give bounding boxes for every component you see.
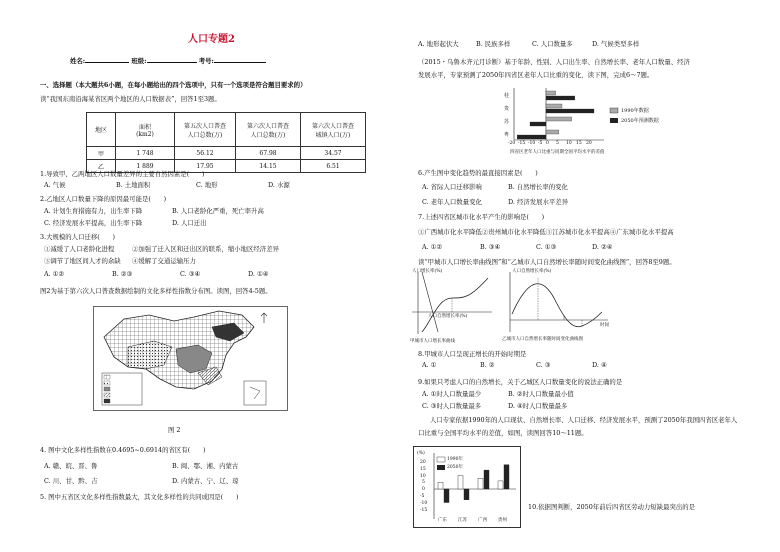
bar-chart-axis-label: 四省区老年人口比重与同期全国平均水平的差值 xyxy=(510,150,605,155)
bar-2050 xyxy=(546,96,575,100)
q4-option-c[interactable]: C. 川、甘、黔、吉 xyxy=(44,477,98,485)
q7-option-b[interactable]: B. ③④ xyxy=(480,243,501,251)
culture-diversity-map xyxy=(93,306,288,411)
intro-q10-11: 人口专家依据1990年的人口现状、自然增长率、人口迁移、经济发展水平，预测了2050年我国四省区老年人 xyxy=(430,416,738,424)
intro-q8-9: 读“甲城市人口增长率曲线图”和“乙城市人口自然增长率随时间变化曲线图”，回答8至9题。 xyxy=(418,258,676,266)
legend-swatch-1990 xyxy=(610,108,618,113)
q7-stem: 7.上述四省区城市化水平产生的影响是( ) xyxy=(418,213,545,221)
q5-option-a[interactable]: A. 地形起伏大 xyxy=(418,40,459,48)
q3-item-2: ②加强了迁入区和迁出区的联系，缩小地区经济差异 xyxy=(132,245,279,253)
bar2-1990 xyxy=(458,476,463,490)
graph-a-svg xyxy=(408,268,498,348)
table-row: 乙 1 889 17.95 14.15 6.51 xyxy=(87,160,366,173)
bar-1990 xyxy=(546,130,559,134)
q3-option-b[interactable]: B. ②③ xyxy=(112,270,133,278)
province-label: 贵 xyxy=(504,106,510,112)
q3-item-1: ①减缓了人口老龄化进程 xyxy=(44,245,115,253)
province-label: 苏 xyxy=(504,119,510,125)
q4-option-a[interactable]: A. 赣、皖、晋、鲁 xyxy=(44,462,98,470)
q1-option-b[interactable]: B. 土地面积 xyxy=(116,181,151,189)
q8-stem: 8.甲城市人口呈现正增长的开始时期是 xyxy=(418,350,527,358)
bar-2050 xyxy=(546,109,594,113)
q6-option-d[interactable]: D. 经济发展水平差异 xyxy=(508,198,569,206)
q3-item-3: ③调节了地区间人才的余缺 xyxy=(44,257,121,265)
q5-stem: 5. 图中五省区文化多样性指数最大，其文化多样性的共同成因是( ) xyxy=(40,493,239,501)
q4-stem: 4. 图中文化多样性指数在0.4695~0.6914的省区有( ) xyxy=(40,446,206,454)
q2-option-b[interactable]: B. 人口老龄化严重，死亡率升高 xyxy=(172,207,264,215)
bar2-1990 xyxy=(478,478,483,489)
graph-a-caption: 甲城市人口增长率曲线 xyxy=(410,339,455,344)
q3-option-d[interactable]: D. ①④ xyxy=(248,270,269,278)
graph-b-caption: 乙城市人口自然增长率随时间变化曲线图 xyxy=(502,337,583,342)
q8-option-c[interactable]: C. ③ xyxy=(536,361,551,369)
q3-item-4: ④缓解了交通运输压力 xyxy=(132,257,196,265)
q9-option-a[interactable]: A. ①时人口数量最少 xyxy=(422,390,482,398)
page-title: 人口专题2 xyxy=(188,34,235,45)
china-map-figure xyxy=(94,307,287,410)
elderly-diff-bar-chart-2 xyxy=(413,446,521,528)
q5-option-c[interactable]: C. 人口数量多 xyxy=(532,40,573,48)
q7-option-d[interactable]: D. ②④ xyxy=(592,243,613,251)
north-arrow-icon xyxy=(261,313,267,323)
q6-option-c[interactable]: C. 老年人口数量变化 xyxy=(422,198,482,206)
city-b-natural-growth-graph xyxy=(498,268,618,348)
q8-option-a[interactable]: A. ① xyxy=(422,361,437,369)
chart2-legend-2050: 2050年 xyxy=(447,465,463,470)
legend2-swatch-1990 xyxy=(437,457,445,462)
th-region: 地区 xyxy=(87,113,116,147)
chart2-ticks: 20 15 10 5 0 -5 -10 -15 xyxy=(420,460,428,513)
bar-2050 xyxy=(517,135,546,139)
q9-option-b[interactable]: B. ②时人口数量最小值 xyxy=(508,390,574,398)
bar2-1990 xyxy=(438,482,443,489)
map-caption: 图 2 xyxy=(168,426,181,434)
q3-stem: 3.大规模的人口迁移( ) xyxy=(40,233,115,241)
chart2-province-label: 广西 xyxy=(478,518,487,523)
province-label: 粤 xyxy=(504,132,510,138)
q1-option-d[interactable]: D. 水源 xyxy=(268,181,290,189)
q5-option-d[interactable]: D. 气候类型多样 xyxy=(592,40,640,48)
graph-b-y-label: 人口自然增长率(%) xyxy=(512,269,552,274)
graph-b-x-label: 时间 xyxy=(600,323,609,328)
q6-option-b[interactable]: B. 自然增长率的变化 xyxy=(508,183,568,191)
q5-option-b[interactable]: B. 民族多样 xyxy=(476,40,511,48)
intro-q1-3: 读“我国东南沿海某省区两个地区的人口数据表”，回答1至3题。 xyxy=(40,95,221,103)
chart2-province-label: 贵州 xyxy=(498,518,507,523)
bar-1990 xyxy=(546,104,562,108)
q10-stem: 10.依据图判断，2050年前后四省区劳动力短缺最突出的是 xyxy=(528,503,696,511)
bar2-2050 xyxy=(464,489,469,500)
q9-option-c[interactable]: C. ③时人口数量最多 xyxy=(422,402,482,410)
chart2-unit: (%) xyxy=(417,451,425,456)
city-a-growth-graph xyxy=(408,268,498,348)
intro-q4-5: 图2为基于第六次人口普查数据绘制的文化多样性指数分布图。读图，回答4-5题。 xyxy=(40,287,272,295)
intro-q6-7-cont: 发展水平，专家预测了2050年四省区老年人口比重的变化，读下图，完成6～7题。 xyxy=(418,71,654,79)
chart2-province-label: 江苏 xyxy=(458,518,467,523)
q8-option-d[interactable]: D. ④ xyxy=(592,361,607,369)
graph-a-x-label: 人口自然增长率(%) xyxy=(428,314,468,319)
exam-number-blank[interactable] xyxy=(214,62,266,63)
q7-items: ①广西城市化水平降低②贵州城市化水平降低③江苏城市化水平提高④广东城市化水平提高 xyxy=(418,228,674,236)
province-label: 桂 xyxy=(504,93,510,99)
q2-option-a[interactable]: A. 计划生育措施有力，出生率下降 xyxy=(44,207,143,215)
name-blank[interactable] xyxy=(85,62,129,63)
bar2-1990 xyxy=(498,481,503,489)
class-blank[interactable] xyxy=(147,62,197,63)
q6-stem: 6.产生图中变化趋势的最直接因素是( ) xyxy=(418,169,538,177)
q4-option-b[interactable]: B. 闽、鄂、湘、内蒙古 xyxy=(172,462,239,470)
q2-option-d[interactable]: D. 人口迁出 xyxy=(172,219,207,227)
q2-stem: 2.乙地区人口数量下降的原因最可能是( ) xyxy=(40,195,167,203)
legend-swatch-2050 xyxy=(610,118,618,123)
bar2-2050 xyxy=(504,465,509,489)
q1-stem: 1.导致甲、乙两地区人口数量差异的主要自然因素是( ) xyxy=(40,170,205,178)
q6-option-a[interactable]: A. 省际人口迁移影响 xyxy=(422,183,482,191)
elderly-ratio-bar-chart: 1990年数据 2050年预测数据 桂 贵 苏 粤 -20 -15 -10 -5 0 5 10 15 20 四省区老年人口比重与同期全国平均水平的差值 xyxy=(500,86,670,158)
student-info: 姓名: 班级: 考号: xyxy=(70,56,266,65)
q2-option-c[interactable]: C. 经济发展水平提高，出生率下降 xyxy=(44,219,143,227)
graph-a-y-label: 人口增长率(%) xyxy=(412,269,443,274)
chart2-legend-1990: 1990年 xyxy=(447,457,463,462)
section-heading: 一、选择题（本大题共6小题，在每小题给出的四个选项中，只有一个选项是符合题目要求的） xyxy=(40,81,307,89)
chart2-province-label: 广东 xyxy=(438,518,447,523)
q1-option-a[interactable]: A. 气候 xyxy=(44,181,66,189)
q9-option-d[interactable]: D. ④时人口数量最多 xyxy=(508,402,568,410)
legend2-swatch-2050 xyxy=(437,465,445,470)
bar-2050 xyxy=(530,122,546,126)
q9-stem: 9.如果只考虑人口的自然增长，关于乙城区人口数量变化的说法正确的是 xyxy=(418,378,623,386)
table-row: 甲 1 748 56.12 67.98 34.57 xyxy=(87,147,366,160)
q1-option-c[interactable]: C. 地形 xyxy=(196,181,218,189)
bar-1990 xyxy=(546,117,572,121)
intro-q10-11-cont: 口比重与全国平均水平的差值，如图，读图回答10～11题。 xyxy=(418,429,588,437)
legend-2050: 2050年预测数据 xyxy=(621,118,659,124)
q7-option-c[interactable]: C. ①③ xyxy=(536,243,557,251)
legend-1990: 1990年数据 xyxy=(621,108,649,114)
q8-option-b[interactable]: B. ② xyxy=(480,361,495,369)
q4-option-d[interactable]: D. 内蒙古、宁、辽、琼 xyxy=(172,477,239,485)
q3-option-a[interactable]: A. ①② xyxy=(44,270,65,278)
intro-q6-7: （2015・乌鲁木齐元月诊断）基于年龄、性别、人口出生率、自然增长率、老年人口数量、经济 xyxy=(418,58,690,66)
bar-1990 xyxy=(546,91,556,95)
population-table: 地区 面积 (km2) 第五次人口普查 人口总数(万) 第六次人口普查 人口总数(万) 第六次人口普查 城镇人口(万) 甲 1 748 56.12 67.98 34.57 乙 1 889 17.95 14.15 6.51 xyxy=(86,112,366,173)
q3-option-c[interactable]: C. ③④ xyxy=(180,270,201,278)
q7-option-a[interactable]: A. ①② xyxy=(422,243,443,251)
bar2-2050 xyxy=(484,470,489,489)
bar2-2050 xyxy=(444,489,449,503)
